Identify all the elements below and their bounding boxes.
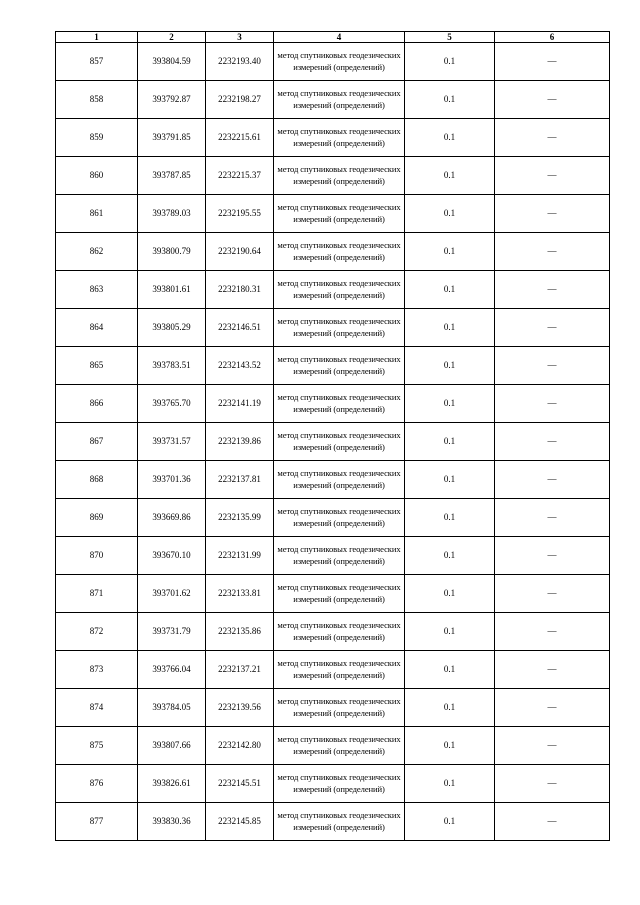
accuracy-cell: 0.1	[405, 157, 495, 195]
method-cell: метод спутниковых геодезических измерений (определений)	[274, 765, 405, 803]
point-number-cell: 862	[56, 233, 138, 271]
x-coordinate-cell: 393791.85	[138, 119, 206, 157]
accuracy-cell: 0.1	[405, 499, 495, 537]
accuracy-cell: 0.1	[405, 651, 495, 689]
accuracy-cell: 0.1	[405, 765, 495, 803]
y-coordinate-cell: 2232193.40	[206, 43, 274, 81]
accuracy-cell: 0.1	[405, 309, 495, 347]
y-coordinate-cell: 2232215.61	[206, 119, 274, 157]
point-number-cell: 868	[56, 461, 138, 499]
note-cell: —	[495, 613, 610, 651]
method-cell: метод спутниковых геодезических измерений (определений)	[274, 119, 405, 157]
x-coordinate-cell: 393805.29	[138, 309, 206, 347]
note-cell: —	[495, 309, 610, 347]
method-cell: метод спутниковых геодезических измерений (определений)	[274, 271, 405, 309]
y-coordinate-cell: 2232180.31	[206, 271, 274, 309]
accuracy-cell: 0.1	[405, 271, 495, 309]
note-cell: —	[495, 651, 610, 689]
y-coordinate-cell: 2232135.99	[206, 499, 274, 537]
y-coordinate-cell: 2232133.81	[206, 575, 274, 613]
y-coordinate-cell: 2232190.64	[206, 233, 274, 271]
y-coordinate-cell: 2232139.56	[206, 689, 274, 727]
header-col-2: 2	[138, 32, 206, 43]
header-row	[56, 32, 610, 43]
y-coordinate-cell: 2232146.51	[206, 309, 274, 347]
header-col-5: 5	[405, 32, 495, 43]
method-cell: метод спутниковых геодезических измерений (определений)	[274, 157, 405, 195]
y-coordinate-cell: 2232145.85	[206, 803, 274, 841]
table-row	[56, 271, 610, 309]
point-number-cell: 870	[56, 537, 138, 575]
y-coordinate-cell: 2232142.80	[206, 727, 274, 765]
y-coordinate-cell: 2232135.86	[206, 613, 274, 651]
table-row	[56, 575, 610, 613]
y-coordinate-cell: 2232143.52	[206, 347, 274, 385]
note-cell: —	[495, 765, 610, 803]
accuracy-cell: 0.1	[405, 461, 495, 499]
table-header	[56, 32, 610, 43]
accuracy-cell: 0.1	[405, 689, 495, 727]
y-coordinate-cell: 2232131.99	[206, 537, 274, 575]
note-cell: —	[495, 43, 610, 81]
note-cell: —	[495, 689, 610, 727]
method-cell: метод спутниковых геодезических измерений (определений)	[274, 309, 405, 347]
method-cell: метод спутниковых геодезических измерений (определений)	[274, 499, 405, 537]
accuracy-cell: 0.1	[405, 347, 495, 385]
note-cell: —	[495, 575, 610, 613]
method-cell: метод спутниковых геодезических измерений (определений)	[274, 651, 405, 689]
note-cell: —	[495, 347, 610, 385]
method-cell: метод спутниковых геодезических измерений (определений)	[274, 81, 405, 119]
note-cell: —	[495, 727, 610, 765]
point-number-cell: 869	[56, 499, 138, 537]
header-col-1: 1	[56, 32, 138, 43]
y-coordinate-cell: 2232141.19	[206, 385, 274, 423]
point-number-cell: 876	[56, 765, 138, 803]
y-coordinate-cell: 2232137.21	[206, 651, 274, 689]
method-cell: метод спутниковых геодезических измерений (определений)	[274, 537, 405, 575]
point-number-cell: 858	[56, 81, 138, 119]
accuracy-cell: 0.1	[405, 613, 495, 651]
note-cell: —	[495, 271, 610, 309]
accuracy-cell: 0.1	[405, 195, 495, 233]
accuracy-cell: 0.1	[405, 537, 495, 575]
x-coordinate-cell: 393765.70	[138, 385, 206, 423]
note-cell: —	[495, 233, 610, 271]
point-number-cell: 864	[56, 309, 138, 347]
y-coordinate-cell: 2232137.81	[206, 461, 274, 499]
x-coordinate-cell: 393792.87	[138, 81, 206, 119]
x-coordinate-cell: 393787.85	[138, 157, 206, 195]
x-coordinate-cell: 393801.61	[138, 271, 206, 309]
table-row	[56, 347, 610, 385]
method-cell: метод спутниковых геодезических измерений (определений)	[274, 575, 405, 613]
x-coordinate-cell: 393766.04	[138, 651, 206, 689]
x-coordinate-cell: 393783.51	[138, 347, 206, 385]
point-number-cell: 859	[56, 119, 138, 157]
table-row	[56, 309, 610, 347]
table-row	[56, 613, 610, 651]
table-row	[56, 651, 610, 689]
point-number-cell: 857	[56, 43, 138, 81]
y-coordinate-cell: 2232215.37	[206, 157, 274, 195]
table-row	[56, 689, 610, 727]
method-cell: метод спутниковых геодезических измерений (определений)	[274, 195, 405, 233]
method-cell: метод спутниковых геодезических измерений (определений)	[274, 233, 405, 271]
note-cell: —	[495, 537, 610, 575]
point-number-cell: 873	[56, 651, 138, 689]
table-row	[56, 423, 610, 461]
method-cell: метод спутниковых геодезических измерений (определений)	[274, 347, 405, 385]
table-row	[56, 43, 610, 81]
y-coordinate-cell: 2232195.55	[206, 195, 274, 233]
accuracy-cell: 0.1	[405, 119, 495, 157]
table-row	[56, 803, 610, 841]
table-row	[56, 499, 610, 537]
method-cell: метод спутниковых геодезических измерений (определений)	[274, 803, 405, 841]
note-cell: —	[495, 803, 610, 841]
point-number-cell: 860	[56, 157, 138, 195]
x-coordinate-cell: 393789.03	[138, 195, 206, 233]
x-coordinate-cell: 393826.61	[138, 765, 206, 803]
x-coordinate-cell: 393807.66	[138, 727, 206, 765]
table-row	[56, 119, 610, 157]
x-coordinate-cell: 393800.79	[138, 233, 206, 271]
note-cell: —	[495, 157, 610, 195]
table-body	[56, 43, 610, 841]
method-cell: метод спутниковых геодезических измерений (определений)	[274, 43, 405, 81]
table-row	[56, 385, 610, 423]
table-row	[56, 537, 610, 575]
table-row	[56, 765, 610, 803]
x-coordinate-cell: 393804.59	[138, 43, 206, 81]
header-col-4: 4	[274, 32, 405, 43]
table-row	[56, 195, 610, 233]
x-coordinate-cell: 393830.36	[138, 803, 206, 841]
header-col-6: 6	[495, 32, 610, 43]
method-cell: метод спутниковых геодезических измерений (определений)	[274, 727, 405, 765]
header-col-3: 3	[206, 32, 274, 43]
table-row	[56, 727, 610, 765]
note-cell: —	[495, 195, 610, 233]
note-cell: —	[495, 461, 610, 499]
x-coordinate-cell: 393784.05	[138, 689, 206, 727]
accuracy-cell: 0.1	[405, 233, 495, 271]
accuracy-cell: 0.1	[405, 575, 495, 613]
point-number-cell: 877	[56, 803, 138, 841]
table-row	[56, 233, 610, 271]
table-row	[56, 157, 610, 195]
x-coordinate-cell: 393701.62	[138, 575, 206, 613]
point-number-cell: 875	[56, 727, 138, 765]
accuracy-cell: 0.1	[405, 81, 495, 119]
point-number-cell: 867	[56, 423, 138, 461]
accuracy-cell: 0.1	[405, 727, 495, 765]
table-row	[56, 461, 610, 499]
note-cell: —	[495, 499, 610, 537]
note-cell: —	[495, 423, 610, 461]
note-cell: —	[495, 81, 610, 119]
point-number-cell: 874	[56, 689, 138, 727]
x-coordinate-cell: 393701.36	[138, 461, 206, 499]
point-number-cell: 865	[56, 347, 138, 385]
y-coordinate-cell: 2232198.27	[206, 81, 274, 119]
method-cell: метод спутниковых геодезических измерений (определений)	[274, 423, 405, 461]
note-cell: —	[495, 119, 610, 157]
accuracy-cell: 0.1	[405, 423, 495, 461]
point-number-cell: 871	[56, 575, 138, 613]
note-cell: —	[495, 385, 610, 423]
coordinates-table	[55, 31, 610, 841]
accuracy-cell: 0.1	[405, 43, 495, 81]
method-cell: метод спутниковых геодезических измерений (определений)	[274, 613, 405, 651]
x-coordinate-cell: 393669.86	[138, 499, 206, 537]
point-number-cell: 861	[56, 195, 138, 233]
x-coordinate-cell: 393731.57	[138, 423, 206, 461]
x-coordinate-cell: 393670.10	[138, 537, 206, 575]
table-row	[56, 81, 610, 119]
accuracy-cell: 0.1	[405, 385, 495, 423]
point-number-cell: 872	[56, 613, 138, 651]
method-cell: метод спутниковых геодезических измерений (определений)	[274, 461, 405, 499]
y-coordinate-cell: 2232139.86	[206, 423, 274, 461]
y-coordinate-cell: 2232145.51	[206, 765, 274, 803]
point-number-cell: 866	[56, 385, 138, 423]
method-cell: метод спутниковых геодезических измерений (определений)	[274, 385, 405, 423]
accuracy-cell: 0.1	[405, 803, 495, 841]
x-coordinate-cell: 393731.79	[138, 613, 206, 651]
method-cell: метод спутниковых геодезических измерений (определений)	[274, 689, 405, 727]
point-number-cell: 863	[56, 271, 138, 309]
